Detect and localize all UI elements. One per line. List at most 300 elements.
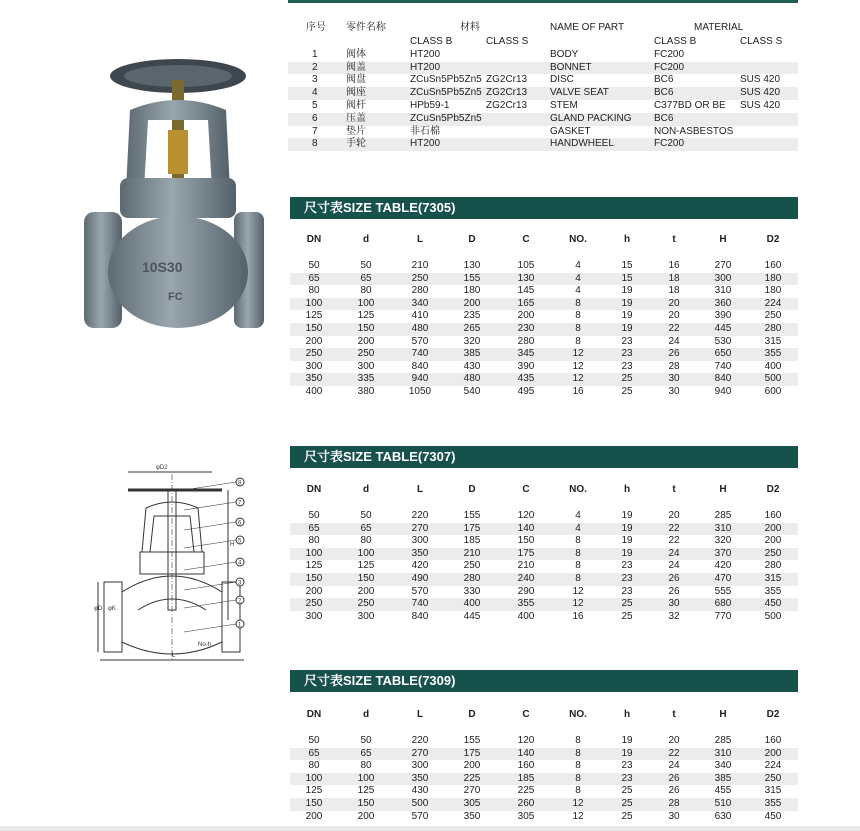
materials-row bbox=[288, 87, 798, 100]
size-table-cell: 80 bbox=[360, 535, 372, 547]
size-table-cell: 23 bbox=[621, 572, 633, 584]
size-table-cell: 350 bbox=[411, 772, 429, 784]
size-table-cell: 12 bbox=[572, 797, 584, 809]
size-table-cell: 32 bbox=[668, 610, 680, 622]
size-table-cell: 300 bbox=[357, 610, 375, 622]
materials-cell-b: 非石棉 bbox=[410, 125, 440, 137]
size-table-cell: 570 bbox=[411, 335, 429, 347]
col-header: DN bbox=[306, 484, 322, 495]
size-table-cell: 100 bbox=[357, 772, 375, 784]
size-table-cell: 145 bbox=[517, 285, 535, 297]
size-table-cell: 150 bbox=[517, 535, 535, 547]
size-table-cell: 23 bbox=[621, 760, 633, 772]
size-table-cell: 125 bbox=[305, 310, 323, 322]
dim-D: φD bbox=[94, 606, 103, 612]
size-table-cell: 540 bbox=[463, 385, 481, 397]
size-table-cell: 165 bbox=[517, 297, 535, 309]
size-table-cell: 285 bbox=[714, 510, 732, 521]
size-table-cell: 12 bbox=[572, 810, 584, 822]
size-table-header bbox=[290, 234, 798, 248]
size-table-cell: 200 bbox=[357, 335, 375, 347]
size-table-cell: 500 bbox=[764, 610, 782, 622]
size-table-cell: 315 bbox=[764, 335, 782, 347]
size-table-cell: 18 bbox=[668, 285, 680, 297]
size-table-cell: 50 bbox=[308, 260, 320, 271]
size-table-cell: 26 bbox=[668, 785, 680, 797]
size-table-cell: 200 bbox=[463, 297, 481, 309]
size-table-cell: 16 bbox=[572, 610, 584, 622]
size-table-cell: 210 bbox=[517, 560, 535, 572]
col-header: NO. bbox=[569, 709, 587, 720]
size-table-cell: 470 bbox=[714, 572, 732, 584]
size-table-cell: 250 bbox=[357, 598, 375, 610]
size-table-cell: 220 bbox=[411, 510, 429, 521]
size-table-row bbox=[290, 523, 798, 536]
size-table-cell: 8 bbox=[575, 735, 581, 746]
materials-cell-cn: 压盖 bbox=[346, 112, 366, 124]
size-table-cell: 175 bbox=[463, 522, 481, 534]
size-table-cell: 8 bbox=[575, 297, 581, 309]
size-table-cell: 4 bbox=[575, 522, 581, 534]
col-header: D bbox=[468, 484, 476, 495]
size-table-cell: 155 bbox=[463, 510, 481, 521]
materials-row bbox=[288, 113, 798, 126]
size-table-cell: 100 bbox=[305, 772, 323, 784]
materials-cell-b: HT200 bbox=[410, 48, 441, 60]
size-table-cell: 840 bbox=[411, 360, 429, 372]
size-table-cell: 80 bbox=[360, 285, 372, 297]
materials-cell-no: 5 bbox=[312, 99, 318, 111]
size-table-cell: 25 bbox=[621, 598, 633, 610]
col-header: C bbox=[522, 234, 530, 245]
materials-cell-en: VALVE SEAT bbox=[550, 87, 609, 99]
size-table-cell: 26 bbox=[668, 772, 680, 784]
valve-photo bbox=[80, 50, 270, 340]
size-table-cell: 350 bbox=[305, 373, 323, 385]
size-table-cell: 250 bbox=[463, 560, 481, 572]
size-table-cell: 100 bbox=[357, 297, 375, 309]
size-table-cell: 125 bbox=[357, 560, 375, 572]
size-table-cell: 16 bbox=[572, 385, 584, 397]
materials-cell-b: HT200 bbox=[410, 138, 441, 150]
size-table-cell: 80 bbox=[308, 760, 320, 772]
materials-cell-no: 8 bbox=[312, 138, 318, 150]
materials-cell-eb: C377BD OR BE bbox=[654, 99, 726, 111]
size-table-cell: 510 bbox=[714, 797, 732, 809]
materials-row bbox=[288, 126, 798, 139]
callout-number: 1 bbox=[238, 622, 242, 629]
size-table-cell: 200 bbox=[764, 747, 782, 759]
size-table-cell: 200 bbox=[463, 760, 481, 772]
col-header: NO. bbox=[569, 234, 587, 245]
materials-cell-es: SUS 420 bbox=[740, 87, 781, 99]
size-table-cell: 220 bbox=[411, 735, 429, 746]
size-table-cell: 65 bbox=[360, 747, 372, 759]
size-table-cell: 12 bbox=[572, 585, 584, 597]
col-header: h bbox=[623, 709, 631, 720]
materials-cell-no: 7 bbox=[312, 125, 318, 137]
size-table-cell: 30 bbox=[668, 810, 680, 822]
size-table-cell: 150 bbox=[305, 572, 323, 584]
size-table-cell: 740 bbox=[411, 348, 429, 360]
size-table-cell: 50 bbox=[360, 260, 372, 271]
size-table-cell: 8 bbox=[575, 322, 581, 334]
size-table-cell: 180 bbox=[764, 272, 782, 284]
col-header: h bbox=[623, 484, 631, 495]
callout-number: 2 bbox=[238, 598, 242, 605]
size-table-cell: 19 bbox=[621, 547, 633, 559]
size-table-cell: 300 bbox=[305, 610, 323, 622]
col-header: DN bbox=[306, 234, 322, 245]
valve-drawing bbox=[94, 460, 254, 666]
class-b-cn: CLASS B bbox=[410, 36, 453, 47]
size-table-cell: 23 bbox=[621, 335, 633, 347]
size-table-cell: 250 bbox=[357, 348, 375, 360]
size-table-row bbox=[290, 760, 798, 773]
size-table-cell: 16 bbox=[668, 260, 680, 271]
size-table-row bbox=[290, 598, 798, 611]
size-table-cell: 150 bbox=[357, 322, 375, 334]
class-s-en: CLASS S bbox=[740, 36, 783, 47]
cast-mark: 10S30 bbox=[142, 259, 183, 275]
size-table-cell: 8 bbox=[575, 335, 581, 347]
col-header: L bbox=[416, 709, 424, 720]
size-table-cell: 840 bbox=[714, 373, 732, 385]
materials-table bbox=[288, 0, 798, 151]
size-table-cell: 19 bbox=[621, 735, 633, 746]
size-table-cell: 305 bbox=[517, 810, 535, 822]
size-table-cell: 23 bbox=[621, 585, 633, 597]
size-table-cell: 224 bbox=[764, 297, 782, 309]
materials-cell-eb: NON-ASBESTOS bbox=[654, 125, 734, 137]
dim-top: φD2 bbox=[156, 465, 168, 471]
size-table-cell: 24 bbox=[668, 335, 680, 347]
size-table-cell: 225 bbox=[517, 785, 535, 797]
size-table-cell: 450 bbox=[764, 810, 782, 822]
size-table-row bbox=[290, 811, 798, 824]
size-table-cell: 65 bbox=[308, 747, 320, 759]
materials-cell-s: ZG2Cr13 bbox=[486, 99, 528, 111]
size-table-cell: 300 bbox=[714, 272, 732, 284]
size-table-cell: 50 bbox=[308, 510, 320, 521]
size-table-cell: 120 bbox=[517, 510, 535, 521]
size-table-cell: 175 bbox=[517, 547, 535, 559]
size-table-row bbox=[290, 560, 798, 573]
size-table-cell: 200 bbox=[517, 310, 535, 322]
size-table-cell: 200 bbox=[357, 810, 375, 822]
size-table-header bbox=[290, 709, 798, 723]
size-table-cell: 445 bbox=[463, 610, 481, 622]
size-table-cell: 25 bbox=[621, 810, 633, 822]
size-table-cell: 200 bbox=[357, 585, 375, 597]
col-header: h bbox=[623, 234, 631, 245]
size-table-cell: 30 bbox=[668, 373, 680, 385]
size-table-cell: 155 bbox=[463, 272, 481, 284]
size-table-cell: 410 bbox=[411, 310, 429, 322]
drawing-right-flange bbox=[222, 582, 240, 652]
materials-cell-b: ZCuSn5Pb5Zn5 bbox=[410, 87, 482, 99]
size-table-7309 bbox=[290, 709, 798, 823]
materials-cell-b: ZCuSn5Pb5Zn5 bbox=[410, 112, 482, 124]
size-table-cell: 100 bbox=[305, 547, 323, 559]
valve-bonnet bbox=[120, 178, 236, 218]
size-table-cell: 355 bbox=[517, 598, 535, 610]
size-table-cell: 740 bbox=[411, 598, 429, 610]
size-table-cell: 28 bbox=[668, 360, 680, 372]
size-table-cell: 200 bbox=[764, 522, 782, 534]
callout-number: 3 bbox=[238, 580, 242, 587]
size-table-cell: 435 bbox=[517, 373, 535, 385]
size-table-cell: 420 bbox=[714, 560, 732, 572]
size-table-cell: 300 bbox=[357, 360, 375, 372]
col-header: D2 bbox=[766, 709, 780, 720]
size-table-cell: 270 bbox=[411, 747, 429, 759]
size-table-cell: 25 bbox=[621, 373, 633, 385]
size-table-7309-title: 尺寸表SIZE TABLE(7309) bbox=[290, 670, 798, 692]
size-table-cell: 28 bbox=[668, 797, 680, 809]
size-table-cell: 390 bbox=[714, 310, 732, 322]
materials-cell-en: BODY bbox=[550, 48, 579, 60]
size-table-cell: 200 bbox=[305, 810, 323, 822]
col-header: d bbox=[362, 484, 370, 495]
size-table-cell: 150 bbox=[305, 797, 323, 809]
size-table-cell: 20 bbox=[668, 510, 680, 521]
size-table-cell: 25 bbox=[621, 785, 633, 797]
size-table-cell: 50 bbox=[308, 735, 320, 746]
dim-H: H bbox=[230, 542, 235, 548]
col-header: DN bbox=[306, 709, 322, 720]
size-table-cell: 12 bbox=[572, 373, 584, 385]
size-table-row bbox=[290, 285, 798, 298]
size-table-cell: 310 bbox=[714, 747, 732, 759]
size-table-cell: 200 bbox=[305, 585, 323, 597]
size-table-cell: 150 bbox=[305, 322, 323, 334]
size-table-cell: 500 bbox=[764, 373, 782, 385]
size-table-cell: 230 bbox=[517, 322, 535, 334]
size-table-row bbox=[290, 548, 798, 561]
size-table-cell: 430 bbox=[411, 785, 429, 797]
size-table-cell: 23 bbox=[621, 560, 633, 572]
size-table-row bbox=[290, 510, 798, 523]
size-table-cell: 210 bbox=[411, 260, 429, 271]
col-header: H bbox=[719, 234, 727, 245]
size-table-cell: 280 bbox=[764, 560, 782, 572]
size-table-row bbox=[290, 273, 798, 286]
size-table-cell: 4 bbox=[575, 510, 581, 521]
materials-row bbox=[288, 138, 798, 151]
size-table-cell: 65 bbox=[360, 272, 372, 284]
size-table-cell: 8 bbox=[575, 560, 581, 572]
size-table-cell: 350 bbox=[463, 810, 481, 822]
materials-row bbox=[288, 74, 798, 87]
col-header: L bbox=[416, 484, 424, 495]
col-header: t bbox=[672, 484, 676, 495]
materials-cell-cn: 手轮 bbox=[346, 138, 366, 150]
size-table-cell: 430 bbox=[463, 360, 481, 372]
size-table-7305-title: 尺寸表SIZE TABLE(7305) bbox=[290, 197, 798, 219]
size-table-cell: 235 bbox=[463, 310, 481, 322]
size-table-cell: 4 bbox=[575, 272, 581, 284]
size-table-row bbox=[290, 386, 798, 399]
size-table-cell: 650 bbox=[714, 348, 732, 360]
size-table-cell: 22 bbox=[668, 747, 680, 759]
col-header: t bbox=[672, 234, 676, 245]
size-table-cell: 185 bbox=[517, 772, 535, 784]
dim-L: L bbox=[172, 653, 176, 659]
materials-cell-no: 4 bbox=[312, 87, 318, 99]
size-table-cell: 80 bbox=[308, 285, 320, 297]
size-table-cell: 180 bbox=[463, 285, 481, 297]
col-header: C bbox=[522, 484, 530, 495]
size-table-row bbox=[290, 611, 798, 624]
size-table-cell: 355 bbox=[764, 348, 782, 360]
size-table-row bbox=[290, 298, 798, 311]
hdr-mat-en: MATERIAL bbox=[694, 22, 744, 33]
size-table-cell: 400 bbox=[517, 610, 535, 622]
size-table-cell: 940 bbox=[714, 385, 732, 397]
materials-cell-no: 1 bbox=[312, 48, 318, 60]
size-table-cell: 380 bbox=[357, 385, 375, 397]
size-table-cell: 390 bbox=[517, 360, 535, 372]
materials-cell-eb: FC200 bbox=[654, 48, 685, 60]
size-table-cell: 125 bbox=[305, 785, 323, 797]
size-table-cell: 340 bbox=[411, 297, 429, 309]
size-table-cell: 400 bbox=[764, 360, 782, 372]
size-table-cell: 680 bbox=[714, 598, 732, 610]
size-table-cell: 250 bbox=[305, 598, 323, 610]
materials-cell-cn: 阀盘 bbox=[346, 74, 366, 86]
size-table-cell: 185 bbox=[463, 535, 481, 547]
size-table-cell: 19 bbox=[621, 285, 633, 297]
size-table-cell: 340 bbox=[714, 760, 732, 772]
hdr-part-en: NAME OF PART bbox=[550, 22, 625, 33]
size-table-cell: 265 bbox=[463, 322, 481, 334]
size-table-cell: 19 bbox=[621, 322, 633, 334]
col-header: d bbox=[362, 709, 370, 720]
size-table-cell: 4 bbox=[575, 260, 581, 271]
size-table-row bbox=[290, 361, 798, 374]
materials-cell-eb: BC6 bbox=[654, 74, 674, 86]
drawing-left-flange bbox=[104, 582, 122, 652]
materials-cell-es: SUS 420 bbox=[740, 74, 781, 86]
size-table-cell: 555 bbox=[714, 585, 732, 597]
size-table-cell: 80 bbox=[308, 535, 320, 547]
dim-nh: No-h bbox=[198, 642, 212, 648]
size-table-cell: 840 bbox=[411, 610, 429, 622]
size-table-cell: 130 bbox=[517, 272, 535, 284]
size-table-cell: 18 bbox=[668, 272, 680, 284]
size-table-cell: 50 bbox=[360, 735, 372, 746]
materials-cell-en: DISC bbox=[550, 74, 574, 86]
size-table-cell: 23 bbox=[621, 348, 633, 360]
size-table-cell: 19 bbox=[621, 522, 633, 534]
materials-rows bbox=[288, 49, 798, 151]
materials-cell-no: 3 bbox=[312, 74, 318, 86]
size-table-cell: 480 bbox=[463, 373, 481, 385]
size-table-cell: 24 bbox=[668, 547, 680, 559]
size-table-row bbox=[290, 748, 798, 761]
size-table-cell: 8 bbox=[575, 310, 581, 322]
materials-cell-s: ZG2Cr13 bbox=[486, 74, 528, 86]
gland-packing bbox=[168, 130, 188, 174]
size-table-row bbox=[290, 573, 798, 586]
size-table-cell: 480 bbox=[411, 322, 429, 334]
size-table-cell: 24 bbox=[668, 560, 680, 572]
materials-row bbox=[288, 62, 798, 75]
size-table-cell: 940 bbox=[411, 373, 429, 385]
size-table-cell: 225 bbox=[463, 772, 481, 784]
size-table-cell: 8 bbox=[575, 547, 581, 559]
size-table-cell: 270 bbox=[463, 785, 481, 797]
size-table-cell: 15 bbox=[621, 260, 633, 271]
size-table-cell: 400 bbox=[305, 385, 323, 397]
size-table-cell: 315 bbox=[764, 785, 782, 797]
col-header: NO. bbox=[569, 484, 587, 495]
size-table-cell: 8 bbox=[575, 572, 581, 584]
materials-row bbox=[288, 49, 798, 62]
size-table-cell: 100 bbox=[305, 297, 323, 309]
size-table-cell: 570 bbox=[411, 585, 429, 597]
size-table-cell: 280 bbox=[764, 322, 782, 334]
materials-cell-eb: FC200 bbox=[654, 61, 685, 73]
size-table-cell: 150 bbox=[357, 797, 375, 809]
size-table-cell: 385 bbox=[714, 772, 732, 784]
size-table-cell: 350 bbox=[411, 547, 429, 559]
size-table-cell: 105 bbox=[517, 260, 535, 271]
materials-cell-cn: 阀盖 bbox=[346, 61, 366, 73]
size-table-cell: 24 bbox=[668, 760, 680, 772]
materials-cell-cn: 垫片 bbox=[346, 125, 366, 137]
size-table-cell: 400 bbox=[463, 598, 481, 610]
size-table-cell: 26 bbox=[668, 572, 680, 584]
materials-cell-cn: 阀座 bbox=[346, 87, 366, 99]
hdr-no: 序号 bbox=[306, 22, 326, 33]
materials-cell-no: 2 bbox=[312, 61, 318, 73]
size-table-cell: 19 bbox=[621, 297, 633, 309]
col-header: d bbox=[362, 234, 370, 245]
materials-cell-en: HANDWHEEL bbox=[550, 138, 614, 150]
size-table-cell: 12 bbox=[572, 598, 584, 610]
callout-leader bbox=[184, 624, 236, 632]
size-table-cell: 22 bbox=[668, 522, 680, 534]
materials-cell-en: GASKET bbox=[550, 125, 591, 137]
size-table-cell: 630 bbox=[714, 810, 732, 822]
size-table-cell: 160 bbox=[517, 760, 535, 772]
size-table-cell: 355 bbox=[764, 585, 782, 597]
size-table-cell: 495 bbox=[517, 385, 535, 397]
size-table-cell: 270 bbox=[411, 522, 429, 534]
size-table-cell: 140 bbox=[517, 522, 535, 534]
size-table-cell: 8 bbox=[575, 747, 581, 759]
size-table-row bbox=[290, 735, 798, 748]
size-table-cell: 345 bbox=[517, 348, 535, 360]
size-table-cell: 22 bbox=[668, 322, 680, 334]
size-table-cell: 125 bbox=[305, 560, 323, 572]
col-header: H bbox=[719, 709, 727, 720]
class-b-en: CLASS B bbox=[654, 36, 697, 47]
size-table-cell: 290 bbox=[517, 585, 535, 597]
size-table-cell: 320 bbox=[714, 535, 732, 547]
size-table-cell: 530 bbox=[714, 335, 732, 347]
size-table-cell: 160 bbox=[764, 510, 782, 521]
materials-cell-cn: 阀杆 bbox=[346, 99, 366, 111]
size-table-cell: 240 bbox=[517, 572, 535, 584]
size-table-cell: 80 bbox=[360, 760, 372, 772]
size-table-cell: 150 bbox=[357, 572, 375, 584]
size-table-cell: 140 bbox=[517, 747, 535, 759]
size-table-7307 bbox=[290, 484, 798, 623]
size-table-cell: 445 bbox=[714, 322, 732, 334]
